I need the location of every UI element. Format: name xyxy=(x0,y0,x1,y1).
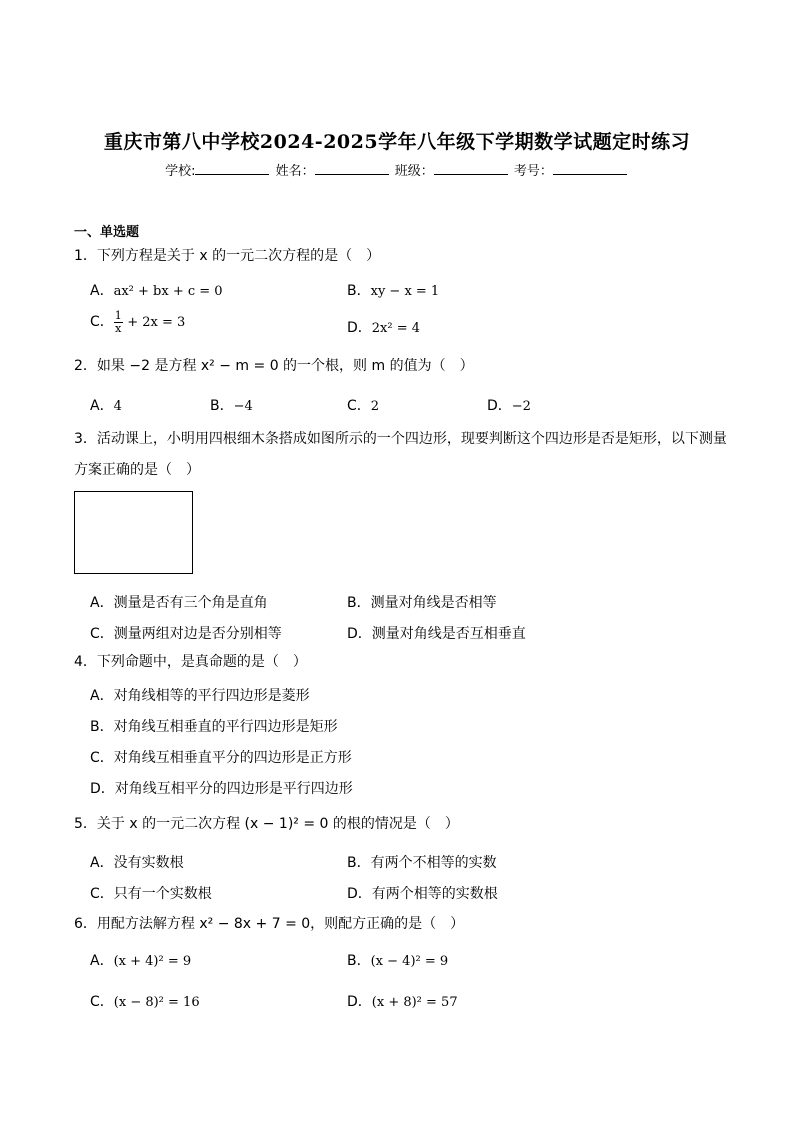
question-2-option-d xyxy=(487,395,531,415)
option-text: 对角线互相垂直的平行四边形是矩形 xyxy=(113,719,338,735)
question-4-option-c xyxy=(90,747,352,767)
question-3-option-d xyxy=(347,623,526,643)
option-label: D． xyxy=(347,626,372,642)
question-1-option-d xyxy=(347,317,420,337)
fraction xyxy=(114,310,123,334)
name-label: 姓名： xyxy=(275,164,315,179)
question-1-option-c xyxy=(90,310,185,334)
question-5-option-a xyxy=(90,852,184,872)
option-label: A． xyxy=(90,953,114,969)
option-label: A． xyxy=(90,283,114,299)
option-label: B． xyxy=(210,398,234,414)
option-label: B． xyxy=(347,595,371,611)
question-5-option-b xyxy=(347,852,497,872)
option-text: xy − x = 1 xyxy=(370,284,440,299)
option-text: (x − 4)² = 9 xyxy=(370,954,449,969)
question-5-option-d xyxy=(347,883,498,903)
option-text: 没有实数根 xyxy=(113,855,184,871)
question-3-stem: 3．活动课上，小明用四根细木条搭成如图所示的一个四边形，现要判断这个四边形是否是矩形，以下测量方案正确的是（ ） xyxy=(74,431,727,478)
option-label: A． xyxy=(90,398,114,414)
option-text: 测量是否有三个角是直角 xyxy=(113,595,268,611)
question-3-option-a xyxy=(90,592,268,612)
question-2-option-c xyxy=(347,395,379,415)
question-6-stem: 6．用配方法解方程 x² − 8x + 7 = 0，则配方正确的是（ ） xyxy=(74,916,465,932)
option-text: ax² + bx + c = 0 xyxy=(113,284,223,299)
option-text: 测量对角线是否互相垂直 xyxy=(371,626,526,642)
option-label: A． xyxy=(90,688,114,704)
option-label: B． xyxy=(347,283,371,299)
question-1-option-a xyxy=(90,280,223,300)
option-text: + 2x = 3 xyxy=(127,315,186,331)
option-text: 2 xyxy=(370,399,380,414)
option-text: 测量对角线是否相等 xyxy=(370,595,497,611)
option-label: A． xyxy=(90,855,114,871)
option-label: C． xyxy=(90,750,114,766)
option-label: B． xyxy=(347,855,371,871)
option-label: C． xyxy=(90,314,114,331)
school-label: 学校: xyxy=(165,164,196,179)
option-text: 2x² = 4 xyxy=(371,321,421,336)
question-6-option-b xyxy=(347,950,448,970)
school-blank xyxy=(195,162,269,175)
option-label: C． xyxy=(90,626,114,642)
question-4-option-b xyxy=(90,716,338,736)
option-label: B． xyxy=(90,719,114,735)
question-5-stem: 5．关于 x 的一元二次方程 (x − 1)² = 0 的根的情况是（ ） xyxy=(74,816,459,832)
question-4-option-a xyxy=(90,685,310,705)
question-4-option-d xyxy=(90,778,353,798)
exam-number-label: 考号： xyxy=(513,164,553,179)
question-4-stem: 4．下列命题中，是真命题的是（ ） xyxy=(74,654,307,670)
question-5-option-c xyxy=(90,883,212,903)
option-text: 测量两组对边是否分别相等 xyxy=(113,626,282,642)
option-text: 有两个不相等的实数 xyxy=(370,855,497,871)
option-text: −4 xyxy=(233,399,253,414)
question-3-option-b xyxy=(347,592,497,612)
option-label: A． xyxy=(90,595,114,611)
option-text: (x − 8)² = 16 xyxy=(113,995,200,1010)
option-label: C． xyxy=(347,398,371,414)
option-label: C． xyxy=(90,994,114,1010)
option-label: D． xyxy=(347,320,372,336)
option-text: (x + 4)² = 9 xyxy=(113,954,192,969)
option-label: D． xyxy=(347,886,372,902)
option-text: (x + 8)² = 57 xyxy=(371,995,458,1010)
student-info-line xyxy=(0,160,794,179)
fraction-denominator: x xyxy=(115,321,122,335)
option-label: B． xyxy=(347,953,371,969)
question-6-option-c xyxy=(90,991,200,1011)
class-blank xyxy=(434,162,508,175)
exam-number-blank xyxy=(553,162,627,175)
option-text: 对角线相等的平行四边形是菱形 xyxy=(113,688,310,704)
option-text: −2 xyxy=(511,399,531,414)
question-3-option-c xyxy=(90,623,282,643)
question-1-option-b xyxy=(347,280,439,300)
question-6-option-d xyxy=(347,991,458,1011)
name-blank xyxy=(315,162,389,175)
question-2-stem: 2．如果 −2 是方程 x² − m = 0 的一个根，则 m 的值为（ ） xyxy=(74,358,474,374)
option-label: D． xyxy=(90,781,115,797)
option-label: C． xyxy=(90,886,114,902)
class-label: 班级： xyxy=(394,164,434,179)
option-text: 对角线互相平分的四边形是平行四边形 xyxy=(114,781,353,797)
option-label: D． xyxy=(347,994,372,1010)
fraction-numerator: 1 xyxy=(114,309,122,322)
option-text: 对角线互相垂直平分的四边形是正方形 xyxy=(113,750,352,766)
option-text: 有两个相等的实数根 xyxy=(371,886,498,902)
page-title: 重庆市第八中学校2024-2025学年八年级下学期数学试题定时练习 xyxy=(103,131,691,153)
option-text: 只有一个实数根 xyxy=(113,886,212,902)
quadrilateral-figure xyxy=(74,491,193,574)
question-6-option-a xyxy=(90,950,191,970)
section-heading: 一、单选题 xyxy=(74,225,140,240)
question-2-option-b xyxy=(210,395,253,415)
option-text: 4 xyxy=(113,399,122,414)
question-1-stem: 1．下列方程是关于 x 的一元二次方程的是（ ） xyxy=(74,248,381,264)
question-2-option-a xyxy=(90,395,122,415)
option-label: D． xyxy=(487,398,512,414)
